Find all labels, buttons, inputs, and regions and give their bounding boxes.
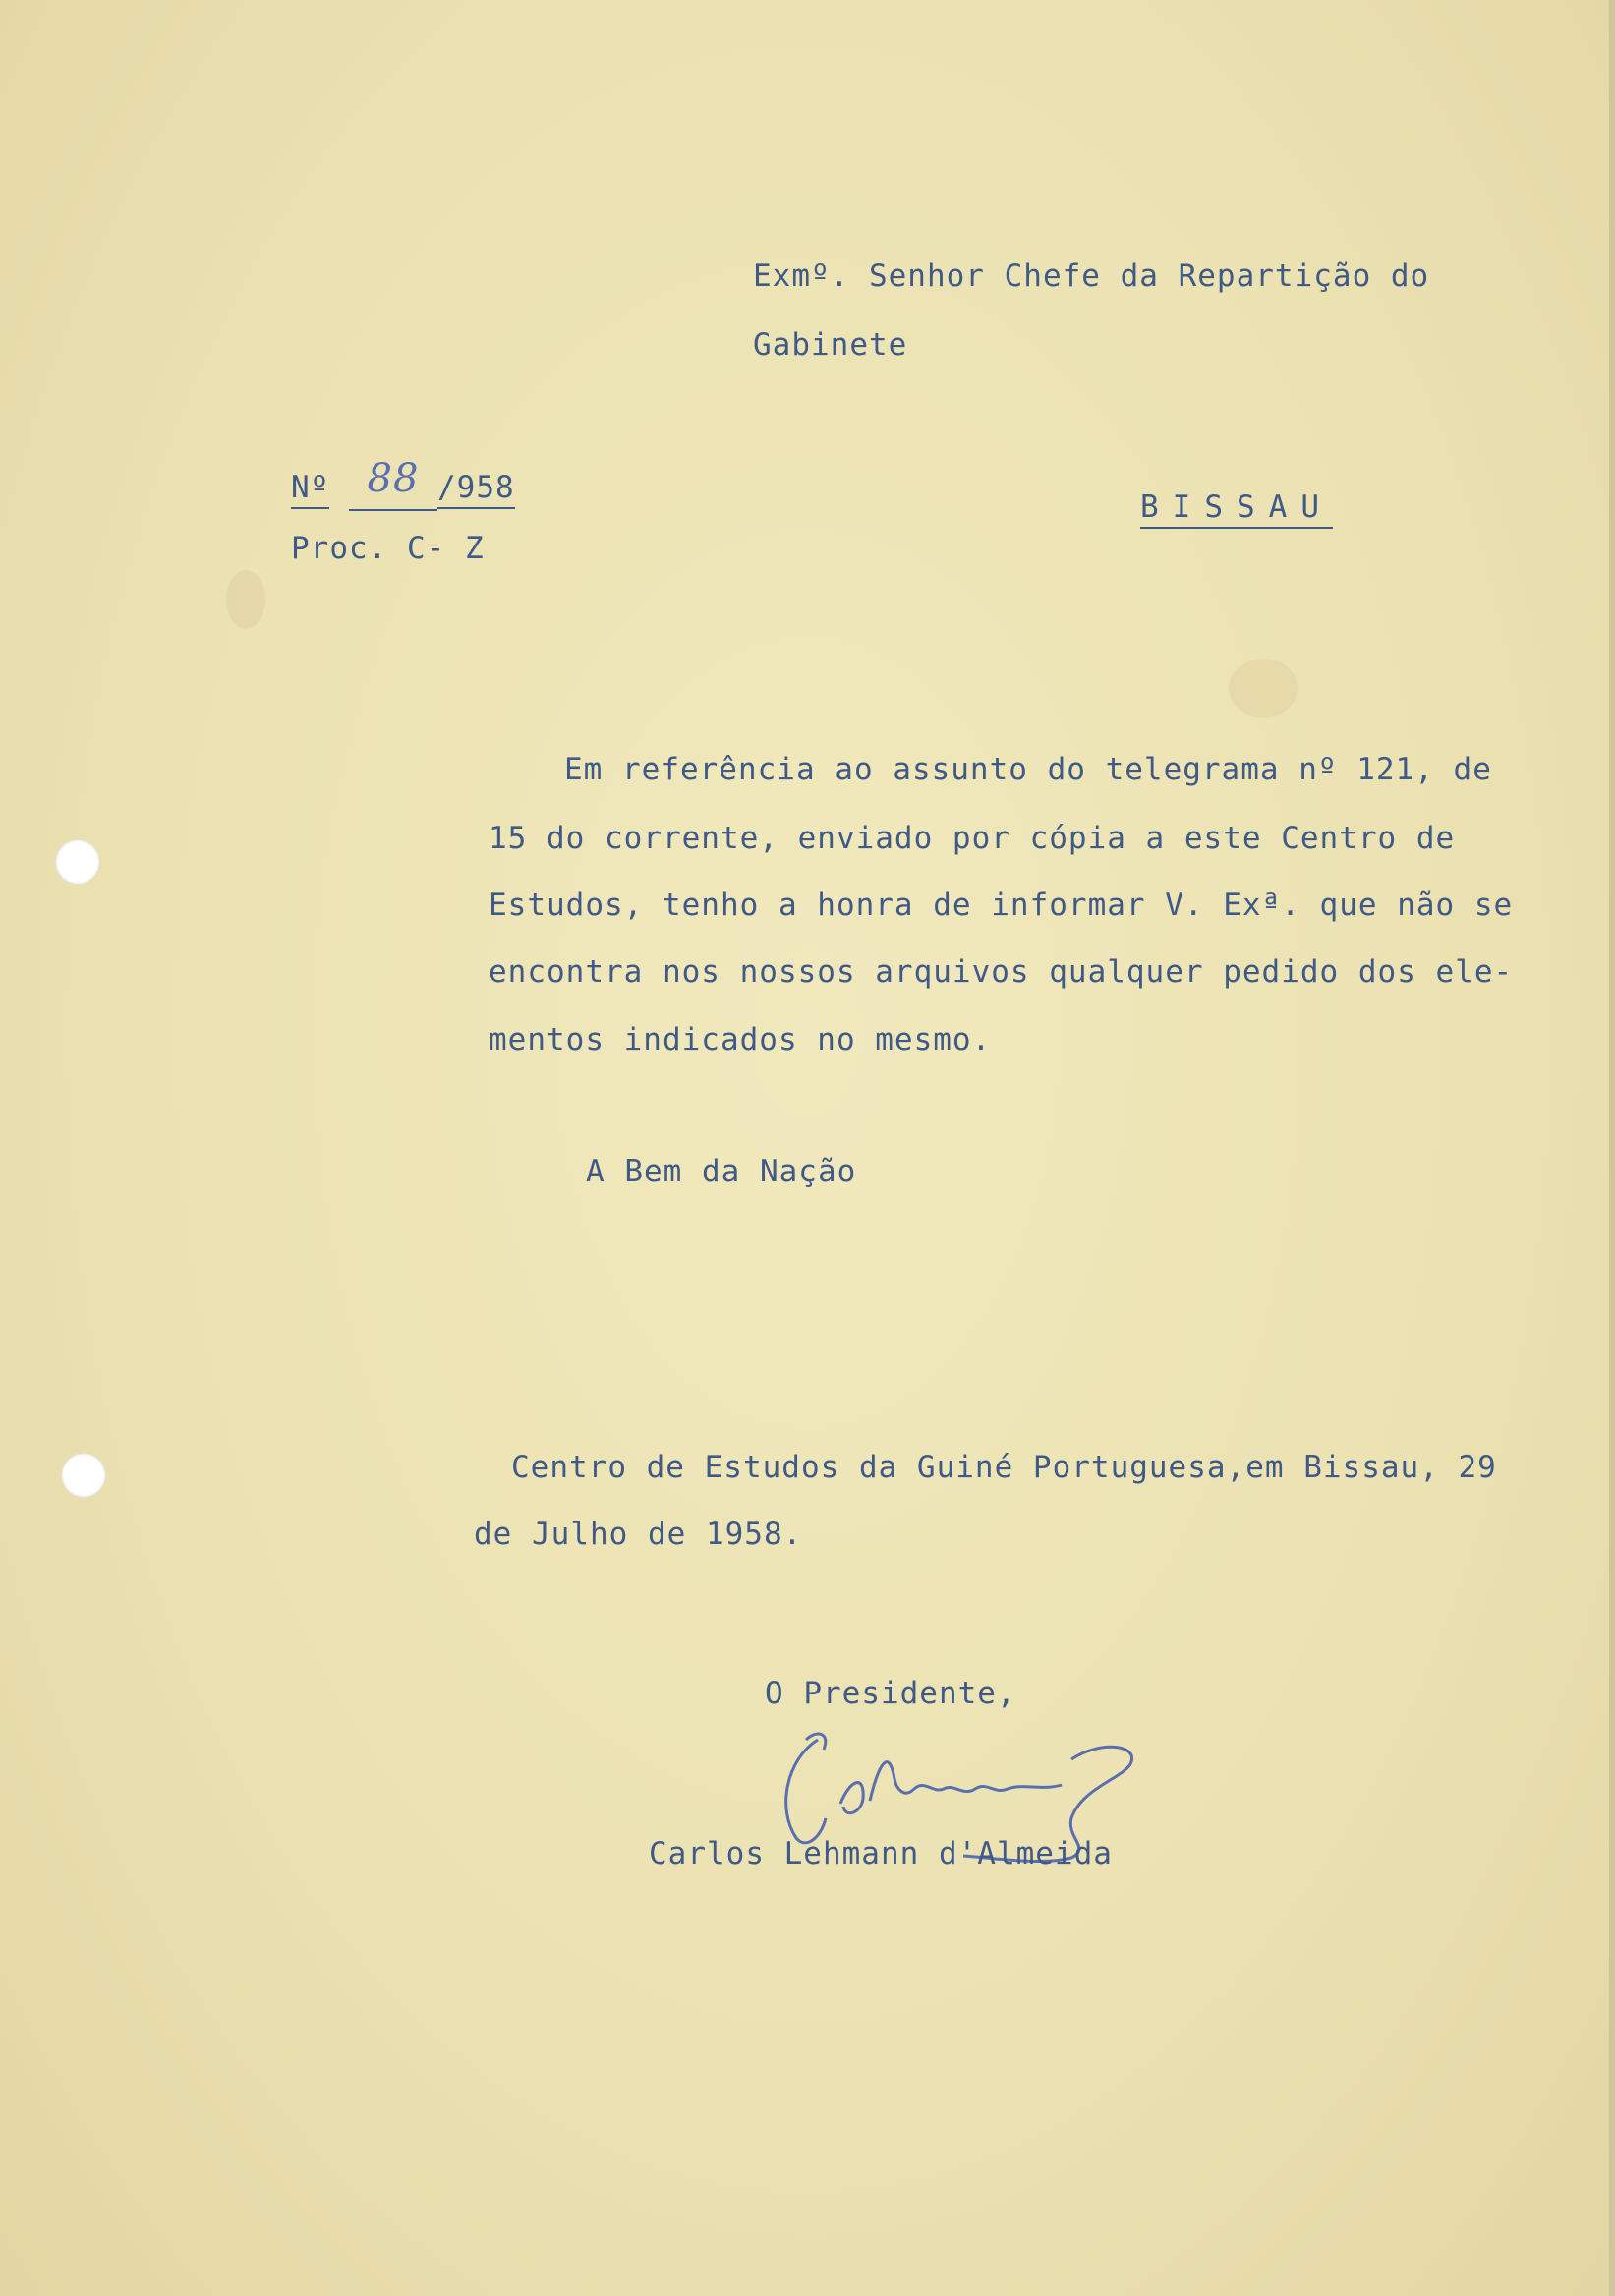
signatory-name: Carlos Lehmann d'Almeida bbox=[649, 1836, 1113, 1871]
paper-edge bbox=[1609, 0, 1615, 2296]
number-prefix: Nº bbox=[291, 470, 329, 509]
punch-hole-top bbox=[55, 839, 100, 885]
number-year: /958 bbox=[437, 470, 515, 509]
reference-number bbox=[291, 456, 515, 511]
body-line-3: Estudos, tenho a honra de informar V. Exª. que não se bbox=[489, 888, 1514, 923]
punch-hole-bottom bbox=[61, 1453, 106, 1498]
body-line-2: 15 do corrente, enviado por cópia a este Centro de bbox=[489, 821, 1456, 856]
destination-city: BISSAU bbox=[1140, 489, 1333, 529]
stain bbox=[226, 570, 265, 629]
process-reference: Proc. C- Z bbox=[291, 531, 485, 566]
number-blank bbox=[349, 456, 437, 511]
handwritten-number: 88 bbox=[367, 456, 420, 501]
body-line-5: mentos indicados no mesmo. bbox=[489, 1022, 992, 1058]
place-date-line2: de Julho de 1958. bbox=[474, 1517, 803, 1552]
addressee-line1: Exmº. Senhor Chefe da Repartição do bbox=[753, 258, 1430, 294]
addressee-line2: Gabinete bbox=[753, 327, 908, 363]
body-line-1: Em referência ao assunto do telegrama nº 121, de bbox=[564, 752, 1492, 787]
signatory-title: O Presidente, bbox=[765, 1676, 1016, 1711]
place-date-line1: Centro de Estudos da Guiné Portuguesa,em Bissau, 29 bbox=[511, 1450, 1497, 1485]
body-line-4: encontra nos nossos arquivos qualquer pedido dos ele- bbox=[489, 954, 1514, 990]
stain bbox=[1229, 659, 1298, 718]
salutation: A Bem da Nação bbox=[586, 1154, 857, 1189]
